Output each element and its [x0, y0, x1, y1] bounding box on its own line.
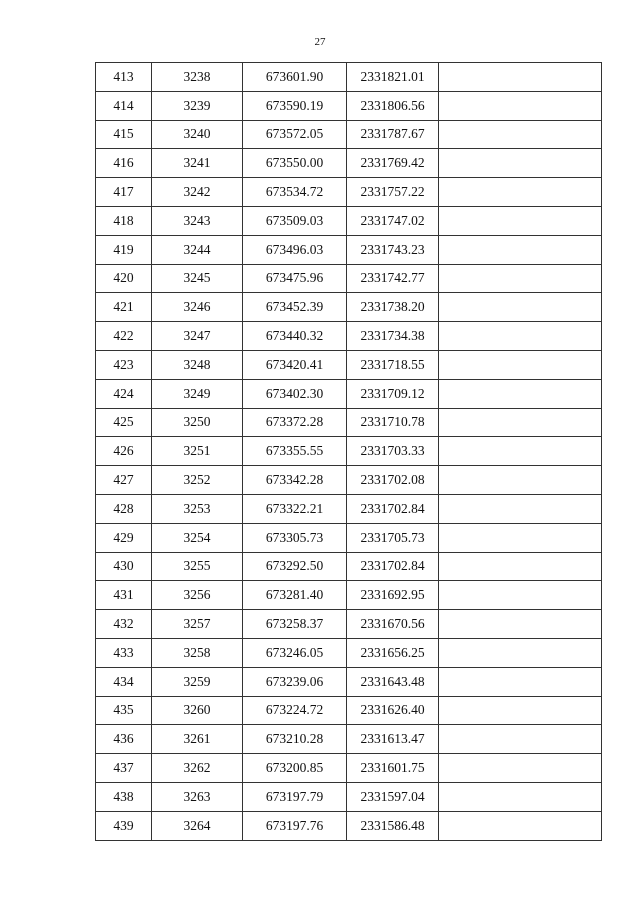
remark-cell — [439, 350, 602, 379]
remark-cell — [439, 379, 602, 408]
row-index-cell: 414 — [96, 91, 152, 120]
x-coordinate-cell: 673281.40 — [243, 581, 347, 610]
y-coordinate-cell: 2331601.75 — [347, 754, 439, 783]
remark-cell — [439, 754, 602, 783]
x-coordinate-cell: 673601.90 — [243, 63, 347, 92]
y-coordinate-cell: 2331613.47 — [347, 725, 439, 754]
x-coordinate-cell: 673342.28 — [243, 466, 347, 495]
row-index-cell: 415 — [96, 120, 152, 149]
remark-cell — [439, 581, 602, 610]
y-coordinate-cell: 2331692.95 — [347, 581, 439, 610]
remark-cell — [439, 667, 602, 696]
remark-cell — [439, 523, 602, 552]
y-coordinate-cell: 2331734.38 — [347, 322, 439, 351]
row-index-cell: 431 — [96, 581, 152, 610]
table-row — [96, 523, 602, 552]
remark-cell — [439, 811, 602, 840]
point-id-cell: 3261 — [152, 725, 243, 754]
row-index-cell: 429 — [96, 523, 152, 552]
remark-cell — [439, 408, 602, 437]
y-coordinate-cell: 2331743.23 — [347, 235, 439, 264]
x-coordinate-cell: 673590.19 — [243, 91, 347, 120]
y-coordinate-cell: 2331718.55 — [347, 350, 439, 379]
row-index-cell: 418 — [96, 206, 152, 235]
point-id-cell: 3242 — [152, 178, 243, 207]
table-row — [96, 149, 602, 178]
y-coordinate-cell: 2331742.77 — [347, 264, 439, 293]
point-id-cell: 3252 — [152, 466, 243, 495]
remark-cell — [439, 638, 602, 667]
table-row — [96, 206, 602, 235]
table-row — [96, 696, 602, 725]
x-coordinate-cell: 673550.00 — [243, 149, 347, 178]
remark-cell — [439, 322, 602, 351]
table-row — [96, 754, 602, 783]
y-coordinate-cell: 2331597.04 — [347, 782, 439, 811]
row-index-cell: 436 — [96, 725, 152, 754]
x-coordinate-cell: 673372.28 — [243, 408, 347, 437]
point-id-cell: 3264 — [152, 811, 243, 840]
table-row — [96, 610, 602, 639]
row-index-cell: 425 — [96, 408, 152, 437]
table-row — [96, 725, 602, 754]
remark-cell — [439, 293, 602, 322]
remark-cell — [439, 206, 602, 235]
row-index-cell: 422 — [96, 322, 152, 351]
y-coordinate-cell: 2331702.84 — [347, 494, 439, 523]
point-id-cell: 3260 — [152, 696, 243, 725]
point-id-cell: 3253 — [152, 494, 243, 523]
x-coordinate-cell: 673355.55 — [243, 437, 347, 466]
table-row — [96, 379, 602, 408]
remark-cell — [439, 696, 602, 725]
y-coordinate-cell: 2331709.12 — [347, 379, 439, 408]
table-row — [96, 494, 602, 523]
row-index-cell: 439 — [96, 811, 152, 840]
table-row — [96, 63, 602, 92]
x-coordinate-cell: 673200.85 — [243, 754, 347, 783]
remark-cell — [439, 264, 602, 293]
x-coordinate-cell: 673440.32 — [243, 322, 347, 351]
point-id-cell: 3243 — [152, 206, 243, 235]
point-id-cell: 3262 — [152, 754, 243, 783]
x-coordinate-cell: 673258.37 — [243, 610, 347, 639]
y-coordinate-cell: 2331702.84 — [347, 552, 439, 581]
x-coordinate-cell: 673572.05 — [243, 120, 347, 149]
x-coordinate-cell: 673475.96 — [243, 264, 347, 293]
table-row — [96, 235, 602, 264]
row-index-cell: 420 — [96, 264, 152, 293]
y-coordinate-cell: 2331769.42 — [347, 149, 439, 178]
remark-cell — [439, 466, 602, 495]
remark-cell — [439, 91, 602, 120]
x-coordinate-cell: 673224.72 — [243, 696, 347, 725]
remark-cell — [439, 782, 602, 811]
row-index-cell: 430 — [96, 552, 152, 581]
y-coordinate-cell: 2331747.02 — [347, 206, 439, 235]
table-row — [96, 350, 602, 379]
point-id-cell: 3257 — [152, 610, 243, 639]
row-index-cell: 424 — [96, 379, 152, 408]
y-coordinate-cell: 2331643.48 — [347, 667, 439, 696]
row-index-cell: 438 — [96, 782, 152, 811]
point-id-cell: 3258 — [152, 638, 243, 667]
table-row — [96, 408, 602, 437]
remark-cell — [439, 552, 602, 581]
point-id-cell: 3244 — [152, 235, 243, 264]
table-row — [96, 437, 602, 466]
x-coordinate-cell: 673534.72 — [243, 178, 347, 207]
row-index-cell: 435 — [96, 696, 152, 725]
row-index-cell: 428 — [96, 494, 152, 523]
row-index-cell: 416 — [96, 149, 152, 178]
coordinate-table-body — [96, 63, 602, 841]
point-id-cell: 3256 — [152, 581, 243, 610]
x-coordinate-cell: 673322.21 — [243, 494, 347, 523]
remark-cell — [439, 149, 602, 178]
y-coordinate-cell: 2331710.78 — [347, 408, 439, 437]
row-index-cell: 426 — [96, 437, 152, 466]
y-coordinate-cell: 2331806.56 — [347, 91, 439, 120]
row-index-cell: 434 — [96, 667, 152, 696]
y-coordinate-cell: 2331738.20 — [347, 293, 439, 322]
x-coordinate-cell: 673496.03 — [243, 235, 347, 264]
table-row — [96, 466, 602, 495]
remark-cell — [439, 610, 602, 639]
table-row — [96, 322, 602, 351]
x-coordinate-cell: 673197.76 — [243, 811, 347, 840]
x-coordinate-cell: 673402.30 — [243, 379, 347, 408]
point-id-cell: 3241 — [152, 149, 243, 178]
point-id-cell: 3263 — [152, 782, 243, 811]
row-index-cell: 432 — [96, 610, 152, 639]
remark-cell — [439, 120, 602, 149]
table-row — [96, 293, 602, 322]
table-row — [96, 782, 602, 811]
table-row — [96, 178, 602, 207]
page-number: 27 — [314, 36, 326, 48]
point-id-cell: 3240 — [152, 120, 243, 149]
x-coordinate-cell: 673452.39 — [243, 293, 347, 322]
remark-cell — [439, 494, 602, 523]
x-coordinate-cell: 673239.06 — [243, 667, 347, 696]
point-id-cell: 3249 — [152, 379, 243, 408]
row-index-cell: 417 — [96, 178, 152, 207]
remark-cell — [439, 63, 602, 92]
y-coordinate-cell: 2331705.73 — [347, 523, 439, 552]
point-id-cell: 3251 — [152, 437, 243, 466]
coordinate-table — [95, 62, 602, 841]
row-index-cell: 423 — [96, 350, 152, 379]
point-id-cell: 3255 — [152, 552, 243, 581]
remark-cell — [439, 725, 602, 754]
row-index-cell: 421 — [96, 293, 152, 322]
table-row — [96, 264, 602, 293]
x-coordinate-cell: 673197.79 — [243, 782, 347, 811]
y-coordinate-cell: 2331586.48 — [347, 811, 439, 840]
point-id-cell: 3247 — [152, 322, 243, 351]
point-id-cell: 3245 — [152, 264, 243, 293]
y-coordinate-cell: 2331757.22 — [347, 178, 439, 207]
row-index-cell: 433 — [96, 638, 152, 667]
row-index-cell: 413 — [96, 63, 152, 92]
x-coordinate-cell: 673420.41 — [243, 350, 347, 379]
table-row — [96, 811, 602, 840]
table-row — [96, 552, 602, 581]
table-row — [96, 638, 602, 667]
table-row — [96, 120, 602, 149]
table-row — [96, 581, 602, 610]
x-coordinate-cell: 673305.73 — [243, 523, 347, 552]
x-coordinate-cell: 673246.05 — [243, 638, 347, 667]
x-coordinate-cell: 673210.28 — [243, 725, 347, 754]
point-id-cell: 3254 — [152, 523, 243, 552]
table-row — [96, 667, 602, 696]
y-coordinate-cell: 2331787.67 — [347, 120, 439, 149]
y-coordinate-cell: 2331703.33 — [347, 437, 439, 466]
table-row — [96, 91, 602, 120]
remark-cell — [439, 437, 602, 466]
row-index-cell: 427 — [96, 466, 152, 495]
y-coordinate-cell: 2331670.56 — [347, 610, 439, 639]
x-coordinate-cell: 673509.03 — [243, 206, 347, 235]
y-coordinate-cell: 2331656.25 — [347, 638, 439, 667]
remark-cell — [439, 235, 602, 264]
y-coordinate-cell: 2331702.08 — [347, 466, 439, 495]
row-index-cell: 419 — [96, 235, 152, 264]
remark-cell — [439, 178, 602, 207]
y-coordinate-cell: 2331626.40 — [347, 696, 439, 725]
point-id-cell: 3246 — [152, 293, 243, 322]
y-coordinate-cell: 2331821.01 — [347, 63, 439, 92]
x-coordinate-cell: 673292.50 — [243, 552, 347, 581]
row-index-cell: 437 — [96, 754, 152, 783]
point-id-cell: 3238 — [152, 63, 243, 92]
point-id-cell: 3250 — [152, 408, 243, 437]
point-id-cell: 3259 — [152, 667, 243, 696]
point-id-cell: 3239 — [152, 91, 243, 120]
point-id-cell: 3248 — [152, 350, 243, 379]
